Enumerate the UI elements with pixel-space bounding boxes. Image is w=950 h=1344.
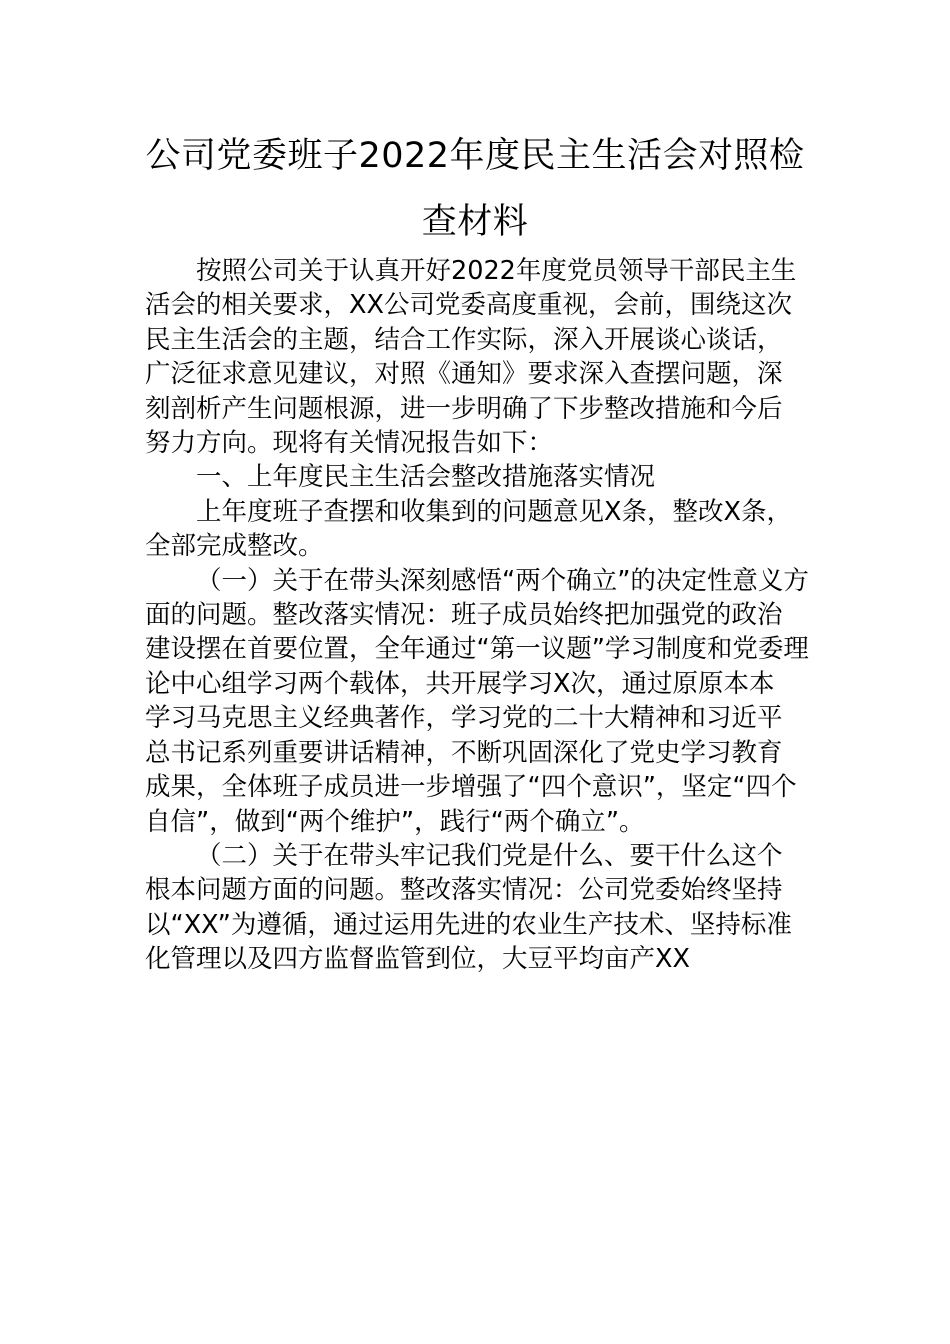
text-line: 上年度班子查摆和收集到的问题意见X条，整改X条， — [196, 496, 792, 527]
text-line: （一）关于在带头深刻感悟“两个确立”的决定性意义方 — [196, 565, 809, 596]
text-line: 根本问题方面的问题。整改落实情况：公司党委始终坚持 — [145, 875, 783, 906]
paragraph-item-1 — [145, 564, 815, 839]
text-line: 全部完成整改。 — [145, 531, 324, 562]
text-line: 化管理以及四方监督监管到位，大豆平均亩产XX — [145, 944, 690, 975]
text-line: 论中心组学习两个载体，共开展学习X次，通过原原本本 — [145, 668, 775, 699]
paragraph-summary — [145, 495, 815, 564]
text-line: （二）关于在带头牢记我们党是什么、要干什么这个 — [196, 840, 783, 871]
text-line: 按照公司关于认真开好2022年度党员领导干部民主生 — [196, 256, 797, 286]
text-line: 自信”，做到“两个维护”，践行“两个确立”。 — [145, 806, 645, 837]
text-line: 成果，全体班子成员进一步增强了“四个意识”，坚定“四个 — [145, 772, 797, 803]
document-title-line-1: 公司党委班子2022年度民主生活会对照检 — [145, 136, 805, 176]
text-line: 民主生活会的主题，结合工作实际，深入开展谈心谈话， — [145, 324, 783, 355]
text-line: 活会的相关要求，XX公司党委高度重视，会前，围绕这次 — [145, 290, 792, 321]
text-line: 以“XX”为遵循，通过运用先进的农业生产技术、坚持标准 — [145, 909, 792, 940]
text-line: 建设摆在首要位置，全年通过“第一议题”学习制度和党委理 — [145, 634, 809, 665]
text-line: 广泛征求意见建议，对照《通知》要求深入查摆问题，深 — [145, 359, 783, 390]
document-body — [145, 254, 815, 977]
text-line: 面的问题。整改落实情况：班子成员始终把加强党的政治 — [145, 600, 783, 631]
section-heading — [145, 460, 815, 494]
paragraph-item-2 — [145, 839, 815, 977]
document-title-line-2: 查材料 — [421, 202, 529, 242]
text-line: 学习马克思主义经典著作，学习党的二十大精神和习近平 — [145, 703, 783, 734]
text-line: 刻剖析产生问题根源，进一步明确了下步整改措施和今后 — [145, 393, 783, 424]
text-line: 努力方向。现将有关情况报告如下： — [145, 428, 554, 459]
text-line: 总书记系列重要讲话精神，不断巩固深化了党史学习教育 — [145, 737, 783, 768]
paragraph-intro — [145, 254, 815, 460]
text-line: 一、上年度民主生活会整改措施落实情况 — [196, 462, 656, 493]
